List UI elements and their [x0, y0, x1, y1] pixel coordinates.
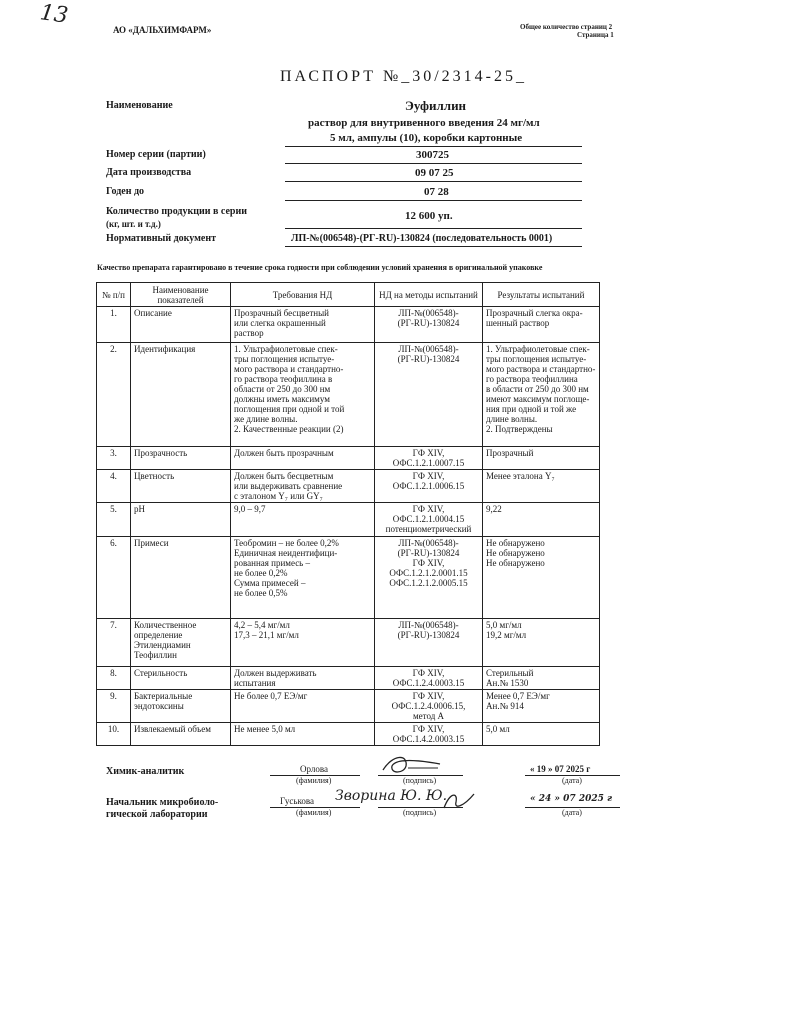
row-requirement-line: испытания: [234, 678, 276, 688]
name-line: [285, 146, 582, 147]
row-requirement-line: должны иметь максимум: [234, 394, 330, 404]
row-method-line: (РГ-RU)-130824: [397, 548, 460, 558]
row-requirement-line: или выдерживать сравнение: [234, 481, 343, 491]
head-handwritten-name: Зворина Ю. Ю.: [335, 788, 448, 804]
row-result-line: Ан.№ 1530: [486, 678, 529, 688]
row-result-line: 9,22: [486, 504, 502, 514]
row-requirement-line: Не более 0,7 ЕЭ/мг: [234, 691, 308, 701]
head-name: Гуськова: [280, 796, 315, 806]
row-result-line: Прозрачный: [486, 448, 534, 458]
row-method-line: ОФС.1.2.1.2.0001.15: [389, 568, 468, 578]
row-indicator: Примеси: [131, 537, 231, 619]
series-value: 300725: [416, 149, 449, 161]
row-method-line: ЛП-№(006548)-: [398, 308, 459, 318]
row-requirement-line: не более 0,2%: [234, 568, 288, 578]
row-result: [483, 470, 600, 503]
row-requirement: [231, 447, 375, 470]
row-method-line: ГФ XIV,: [412, 448, 445, 458]
qty-label-1: Количество продукции в серии: [106, 206, 248, 217]
row-result: [483, 343, 600, 447]
qty-value: 12 600 уп.: [405, 210, 453, 222]
row-result-line: мого раствора и стандартно-: [486, 364, 596, 374]
row-method-line: ГФ XIV,: [412, 724, 445, 734]
row-method: [375, 343, 483, 447]
qty-label-2: (кг, шт. и т.д.): [106, 219, 161, 229]
row-indicator: Стерильность: [131, 667, 231, 690]
row-requirement-line: 2. Качественные реакции (2): [234, 424, 344, 434]
row-requirement-line: Должен быть бесцветным: [234, 471, 334, 481]
chemist-role: Химик-аналитик: [106, 766, 185, 777]
row-method: [375, 723, 483, 746]
row-indicator: Извлекаемый объем: [131, 723, 231, 746]
table-row: [97, 690, 600, 723]
head-signature: [440, 788, 480, 817]
row-method-line: ЛП-№(006548)-: [398, 538, 459, 548]
table-row: [97, 447, 600, 470]
row-number: 5.: [97, 503, 131, 537]
row-method: [375, 619, 483, 667]
row-result-line: 5,0 мл: [486, 724, 510, 734]
row-method-line: ОФС.1.2.1.0004.15: [392, 514, 465, 524]
row-requirement: [231, 307, 375, 343]
row-requirement: [231, 537, 375, 619]
row-method-line: ГФ XIV,: [412, 504, 445, 514]
row-method-line: ЛП-№(006548)-: [398, 344, 459, 354]
series-line: [285, 163, 582, 164]
row-result-line: 19,2 мг/мл: [486, 630, 527, 640]
row-result-line: го раствора теофиллина: [486, 374, 578, 384]
name-sub-1: раствор для внутривенного введения 24 мг/мл: [308, 117, 540, 129]
row-method-line: (РГ-RU)-130824: [397, 630, 460, 640]
row-number: 7.: [97, 619, 131, 667]
table-row: [97, 667, 600, 690]
row-indicator: Описание: [131, 307, 231, 343]
row-number: 2.: [97, 343, 131, 447]
row-result-line: Не обнаружено: [486, 538, 545, 548]
head-date-caption: (дата): [562, 808, 582, 817]
table-row: [97, 503, 600, 537]
row-number: 8.: [97, 667, 131, 690]
row-requirement-line: 17,3 – 21,1 мг/мл: [234, 630, 299, 640]
expiry-line: [285, 200, 582, 201]
expiry-label: Годен до: [106, 186, 145, 197]
norm-value: ЛП-№(006548)-(РГ-RU)-130824 (последовательность 0001): [291, 233, 553, 244]
row-method: [375, 503, 483, 537]
row-method-line: ОФС.1.2.4.0003.15: [392, 678, 465, 688]
row-result-line: Прозрачный слегка окра-: [486, 308, 583, 318]
row-indicator: Прозрачность: [131, 447, 231, 470]
row-result-line: 1. Ультрафиолетовые спек-: [486, 344, 590, 354]
row-result: [483, 307, 600, 343]
date-label: Дата производства: [106, 167, 192, 178]
row-method: [375, 307, 483, 343]
results-table: [96, 282, 600, 746]
row-number: 4.: [97, 470, 131, 503]
row-result-line: Ан.№ 914: [486, 701, 524, 711]
row-result: [483, 619, 600, 667]
row-method-line: ГФ XIV,: [412, 668, 445, 678]
row-requirement-line: не более 0,5%: [234, 588, 288, 598]
qty-line: [285, 228, 582, 229]
row-method-line: ОФС.1.2.1.2.0005.15: [389, 578, 468, 588]
row-result: [483, 447, 600, 470]
row-requirement-line: 9,0 – 9,7: [234, 504, 266, 514]
row-indicator: Количественное определение Этилендиамин Теофиллин: [131, 619, 231, 667]
row-requirement-line: Должен быть прозрачным: [234, 448, 334, 458]
row-method: [375, 447, 483, 470]
row-requirement-line: же длине волны.: [234, 414, 298, 424]
row-number: 10.: [97, 723, 131, 746]
row-method-line: ОФС.1.4.2.0003.15: [392, 734, 465, 744]
page-number-mark: 13: [38, 0, 70, 29]
header-requirements: Требования НД: [231, 283, 375, 307]
row-result: [483, 667, 600, 690]
head-date: « 24 » 07 2025 г: [530, 794, 613, 804]
document-title: ПАСПОРТ №_30/2314-25_: [280, 68, 527, 85]
row-method: [375, 667, 483, 690]
head-name-caption: (фамилия): [296, 808, 332, 817]
row-method-line: ОФС.1.2.1.0006.15: [392, 481, 465, 491]
row-requirement: [231, 723, 375, 746]
head-role-1: Начальник микробиоло-: [106, 797, 219, 808]
row-result-line: тры поглощения испытуе-: [486, 354, 587, 364]
row-requirement: [231, 343, 375, 447]
head-sign-caption: (подпись): [403, 808, 437, 817]
row-requirement-line: раствор: [234, 328, 264, 338]
row-requirement: [231, 667, 375, 690]
row-method-line: метод А: [412, 711, 445, 721]
name-value: Эуфиллин: [405, 98, 467, 113]
row-method-line: ГФ XIV,: [412, 558, 445, 568]
row-requirement: [231, 470, 375, 503]
series-label: Номер серии (партии): [106, 149, 206, 160]
row-method: [375, 537, 483, 619]
row-result-line: Не обнаружено: [486, 548, 545, 558]
row-requirement: [231, 503, 375, 537]
row-requirement-line: Сумма примесей –: [234, 578, 306, 588]
date-line: [285, 181, 582, 182]
row-method-line: ОФС.1.2.1.0007.15: [392, 458, 465, 468]
row-method-line: ЛП-№(006548)-: [398, 620, 459, 630]
name-label: Наименование: [106, 100, 173, 111]
pages-total: Общее количество страниц 2: [520, 23, 613, 31]
table-row: [97, 723, 600, 746]
header-number: № п/п: [97, 283, 131, 307]
name-sub-2: 5 мл, ампулы (10), коробки картонные: [330, 132, 523, 144]
row-requirement-line: или слегка окрашенный: [234, 318, 326, 328]
header-methods: НД на методы испытаний: [375, 283, 483, 307]
row-method-line: (РГ-RU)-130824: [397, 318, 460, 328]
table-row: [97, 470, 600, 503]
row-indicator: pH: [131, 503, 231, 537]
row-result-line: 2. Подтверждены: [486, 424, 553, 434]
head-role-2: гической лаборатории: [106, 809, 208, 820]
row-number: 6.: [97, 537, 131, 619]
row-requirement-line: го раствора теофиллина в: [234, 374, 333, 384]
chemist-date: « 19 » 07 2025 г: [530, 764, 591, 774]
row-requirement-line: Единичная неидентифици-: [234, 548, 338, 558]
chemist-date-caption: (дата): [562, 776, 582, 785]
row-result-line: 5,0 мг/мл: [486, 620, 522, 630]
row-requirement-line: области от 250 до 300 нм: [234, 384, 331, 394]
header-results: Результаты испытаний: [483, 283, 600, 307]
row-method-line: ГФ XIV,: [412, 471, 445, 481]
expiry-value: 07 28: [424, 186, 449, 198]
row-method: [375, 690, 483, 723]
pages-current: Страница 1: [577, 31, 614, 39]
row-method-line: ГФ XIV,: [412, 691, 445, 701]
table-row: [97, 537, 600, 619]
row-requirement-line: Должен выдерживать: [234, 668, 317, 678]
chemist-name: Орлова: [300, 764, 328, 774]
row-number: 3.: [97, 447, 131, 470]
company-name: АО «ДАЛЬХИМФАРМ»: [113, 25, 212, 35]
row-method-line: потенциометрический: [385, 524, 472, 534]
row-requirement-line: рованная примесь –: [234, 558, 311, 568]
row-number: 1.: [97, 307, 131, 343]
row-requirement-line: Не менее 5,0 мл: [234, 724, 296, 734]
row-requirement-line: Прозрачный бесцветный: [234, 308, 329, 318]
norm-label: Нормативный документ: [106, 233, 217, 244]
row-method-line: ОФС.1.2.4.0006.15,: [391, 701, 466, 711]
row-requirement-line: Теобромин – не более 0,2%: [234, 538, 339, 548]
date-value: 09 07 25: [415, 167, 454, 179]
row-requirement: [231, 619, 375, 667]
quality-note: Качество препарата гарантировано в течение срока годности при соблюдении условий хранения в оригинальной упаковке: [97, 263, 543, 272]
row-result: [483, 690, 600, 723]
row-requirement-line: мого раствора и стандартно-: [234, 364, 344, 374]
row-indicator: Бактериальные эндотоксины: [131, 690, 231, 723]
table-row: [97, 307, 600, 343]
row-indicator: Цветность: [131, 470, 231, 503]
row-requirement-line: с эталоном Y₇ или GY₇: [234, 491, 323, 501]
row-number: 9.: [97, 690, 131, 723]
row-requirement-line: 4,2 – 5,4 мг/мл: [234, 620, 290, 630]
row-result-line: длине волны.: [486, 414, 538, 424]
table-row: [97, 343, 600, 447]
row-result-line: Стерильный: [486, 668, 534, 678]
row-result-line: в области от 250 до 300 нм: [486, 384, 589, 394]
row-method-line: (РГ-RU)-130824: [397, 354, 460, 364]
row-result: [483, 503, 600, 537]
row-result-line: Менее эталона Y₇: [486, 471, 555, 481]
row-requirement-line: поглощения при одной и той: [234, 404, 345, 414]
norm-line: [285, 246, 582, 247]
row-result: [483, 723, 600, 746]
chemist-name-caption: (фамилия): [296, 776, 332, 785]
row-result-line: Не обнаружено: [486, 558, 545, 568]
row-result-line: ния при одной и той же: [486, 404, 577, 414]
row-result-line: Менее 0,7 ЕЭ/мг: [486, 691, 550, 701]
row-result-line: шенный раствор: [486, 318, 550, 328]
header-indicator: Наименование показателей: [131, 283, 231, 307]
row-requirement: [231, 690, 375, 723]
row-method: [375, 470, 483, 503]
chemist-sign-caption: (подпись): [403, 776, 437, 785]
table-row: [97, 619, 600, 667]
row-requirement-line: 1. Ультрафиолетовые спек-: [234, 344, 338, 354]
row-result: [483, 537, 600, 619]
row-requirement-line: тры поглощения испытуе-: [234, 354, 335, 364]
row-result-line: имеют максимум поглоще-: [486, 394, 590, 404]
row-indicator: Идентификация: [131, 343, 231, 447]
